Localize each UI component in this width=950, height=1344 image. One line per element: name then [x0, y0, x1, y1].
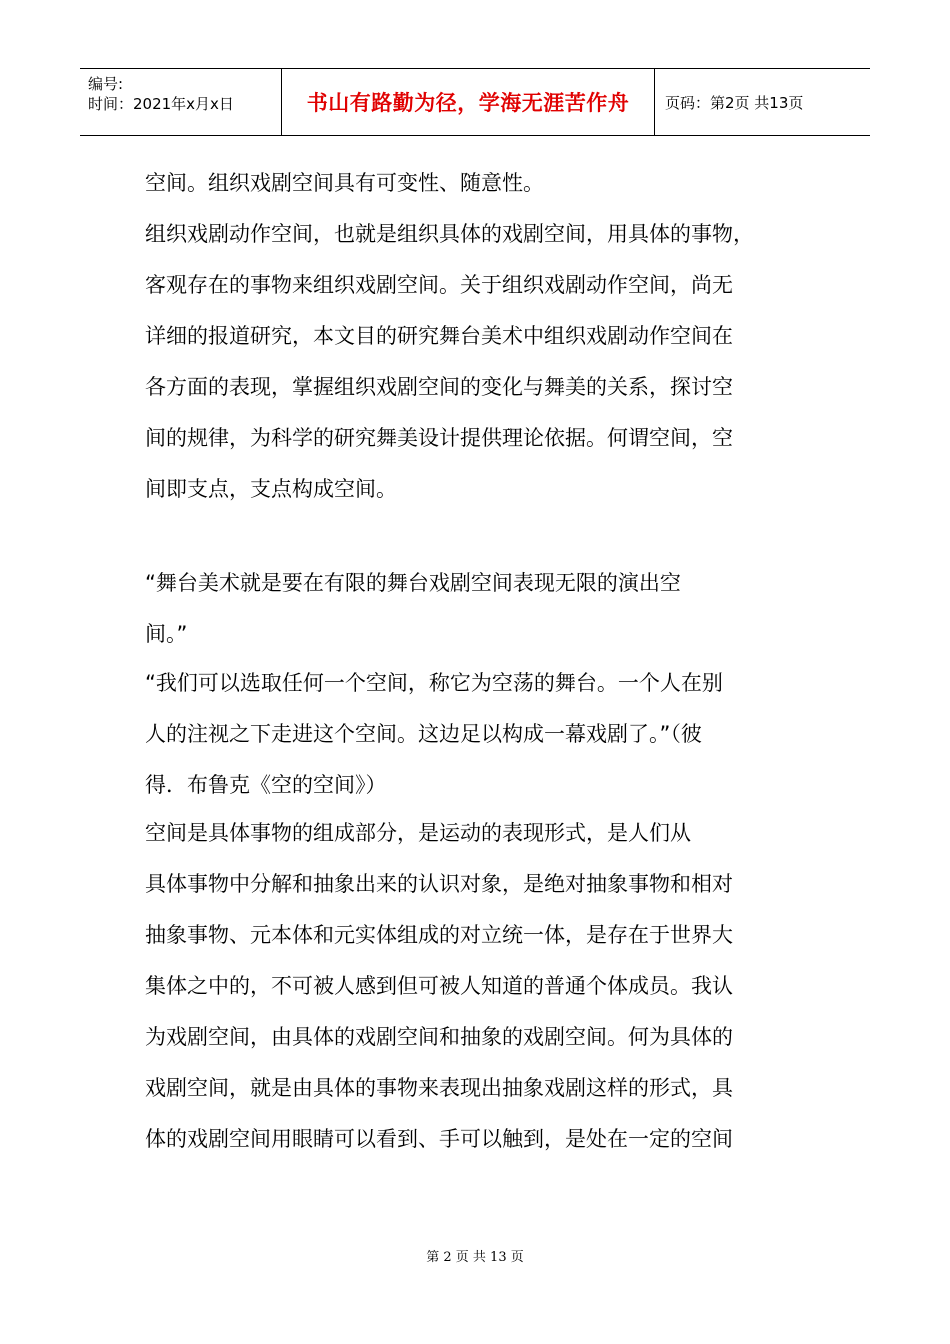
text-line: 集体之中的，不可被人感到但可被人知道的普通个体成员。我认: [145, 974, 733, 998]
text-line: 间的规律，为科学的研究舞美设计提供理论依据。何谓空间，空: [145, 426, 733, 450]
text-line: 详细的报道研究，本文目的研究舞台美术中组织戏剧动作空间在: [145, 324, 733, 348]
header-motto-cell: [281, 69, 655, 135]
quote-2: [145, 658, 820, 811]
text-line: 客观存在的事物来组织戏剧空间。关于组织戏剧动作空间，尚无: [145, 273, 733, 297]
text-line: 间即支点，支点构成空间。: [145, 477, 397, 501]
paragraph-3: [145, 808, 820, 1165]
doc-number-label: 编号:: [88, 75, 124, 93]
paragraph-2: [145, 209, 820, 515]
header-motto: 书山有路勤为径，学海无涯苦作舟: [306, 91, 630, 115]
footer-page-number: 第 2 页 共 13 页: [426, 1250, 524, 1265]
text-line: 空间是具体事物的组成部分，是运动的表现形式，是人们从: [145, 821, 691, 845]
text-line: 为戏剧空间，由具体的戏剧空间和抽象的戏剧空间。何为具体的: [145, 1025, 733, 1049]
text-line: 间。”: [145, 622, 188, 646]
text-line: 各方面的表现，掌握组织戏剧空间的变化与舞美的关系，探讨空: [145, 375, 733, 399]
text-line: 人的注视之下走进这个空间。这边足以构成一幕戏剧了。”（彼: [145, 722, 702, 746]
page-footer: [0, 1246, 950, 1265]
header-page-label: 页码：第2页 共13页: [665, 93, 804, 112]
text-line: 得．布鲁克《空的空间》）: [145, 773, 387, 797]
text-line: “我们可以选取任何一个空间，称它为空荡的舞台。一个人在别: [145, 671, 723, 695]
page-header: [80, 68, 870, 136]
doc-time-label: 时间：2021年x月x日: [88, 95, 234, 113]
text-line: 抽象事物、元本体和元实体组成的对立统一体，是存在于世界大: [145, 923, 733, 947]
text-line: 戏剧空间，就是由具体的事物来表现出抽象戏剧这样的形式，具: [145, 1076, 733, 1100]
text-line: “舞台美术就是要在有限的舞台戏剧空间表现无限的演出空: [145, 571, 681, 595]
paragraph-1: [145, 158, 820, 209]
text-line: 具体事物中分解和抽象出来的认识对象，是绝对抽象事物和相对: [145, 872, 733, 896]
header-page-cell: [655, 69, 870, 135]
text-line: 空间。组织戏剧空间具有可变性、随意性。: [145, 171, 544, 195]
text-line: 体的戏剧空间用眼睛可以看到、手可以触到，是处在一定的空间: [145, 1127, 733, 1151]
text-line: 组织戏剧动作空间，也就是组织具体的戏剧空间，用具体的事物，: [145, 222, 754, 246]
header-meta: [80, 69, 281, 135]
quote-1: [145, 558, 820, 660]
